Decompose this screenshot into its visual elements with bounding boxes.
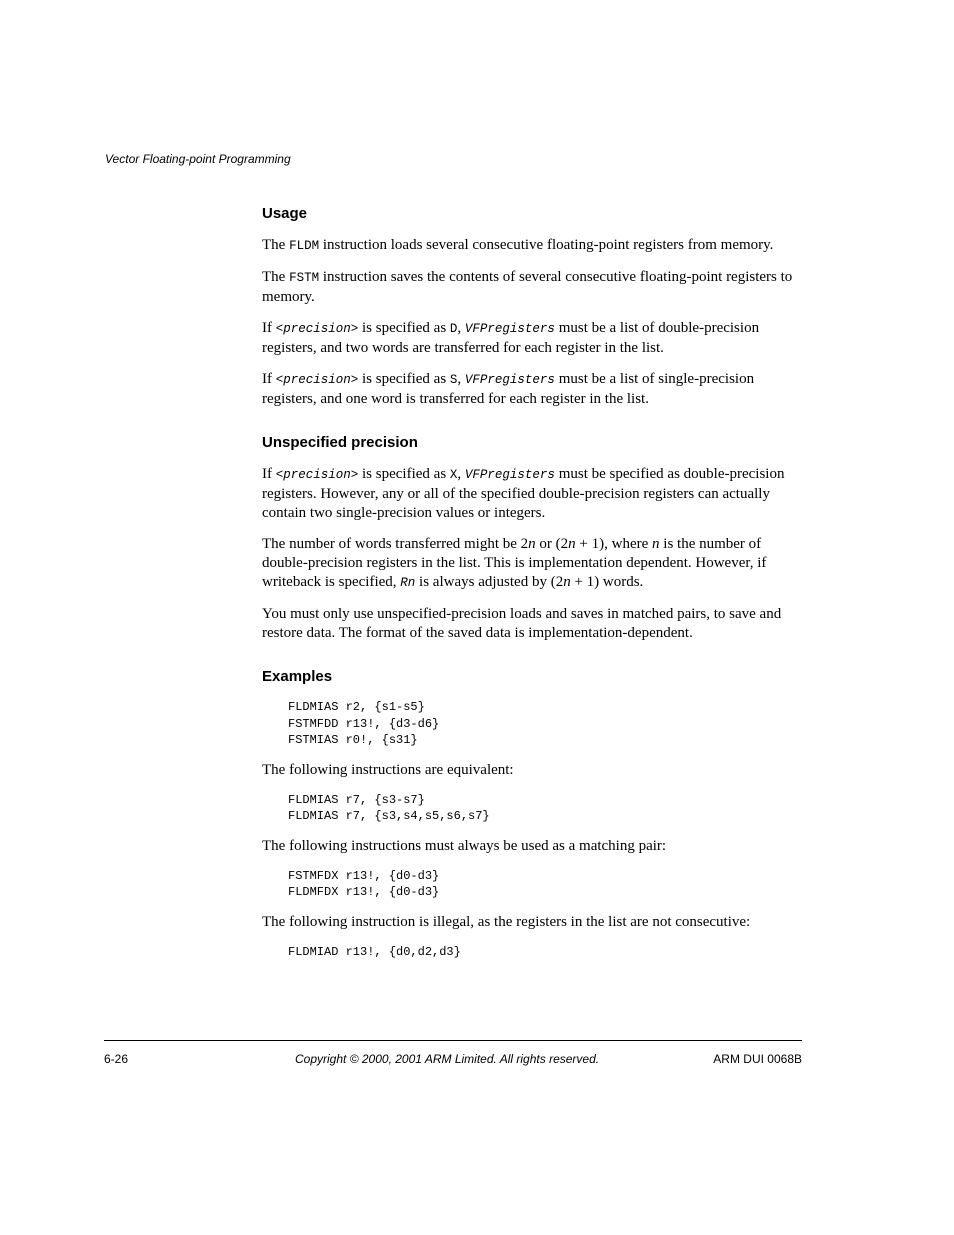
examples-heading: Examples (262, 668, 333, 685)
inline-param: VFPregisters (464, 468, 555, 482)
code-line: FLDMFDX r13!, {d0-d3} (288, 885, 440, 899)
inline-code: FLDM (289, 239, 320, 253)
usage-paragraph-fstm: The FSTM instruction saves the contents of several consecutive floating-point registers to memory. (262, 269, 793, 305)
inline-param: Rn (400, 576, 416, 590)
running-header: Vector Floating-point Programming (105, 152, 291, 166)
document-id: ARM DUI 0068B (713, 1052, 802, 1066)
inline-code: X (449, 468, 458, 482)
examples-text-equivalent: The following instructions are equivalent: (262, 761, 514, 778)
usage-heading: Usage (262, 205, 308, 222)
code-line: FSTMFDD r13!, {d3-d6} (288, 716, 440, 731)
usage-paragraph-fldm: The FLDM instruction loads several consecutive floating-point registers from memory. (262, 237, 774, 253)
code-line: FSTMFDX r13!, {d0-d3} (288, 868, 440, 883)
code-block-illegal (288, 944, 802, 961)
usage-paragraph-single: If <precision> is specified as S, VFPregisters must be a list of single-precision registers, and one word is transferred for each register in the list. (262, 371, 755, 407)
main-content (262, 204, 802, 972)
code-block-matching-pair (288, 868, 802, 901)
code-line: FSTMIAS r0!, {s31} (288, 733, 418, 747)
inline-param: VFPregisters (464, 373, 555, 387)
page-number: 6-26 (104, 1052, 129, 1066)
inline-param: VFPregisters (464, 322, 555, 336)
inline-param: <precision> (275, 373, 359, 387)
inline-code: D (449, 322, 458, 336)
code-line: FLDMIAD r13!, {d0,d2,d3} (288, 944, 461, 959)
unspecified-paragraph-1: If <precision> is specified as X, VFPregisters must be specified as double-precision registers. However, any or all of the specified double-precision registers can actually contain two single-precision values or integers. (262, 466, 785, 521)
copyright-notice: Copyright © 2000, 2001 ARM Limited. All rights reserved. (295, 1052, 600, 1066)
code-block-examples (288, 699, 802, 749)
inline-param: <precision> (275, 468, 359, 482)
code-line: FLDMIAS r2, {s1-s5} (288, 700, 425, 714)
inline-param: <precision> (275, 322, 359, 336)
usage-paragraph-double: If <precision> is specified as D, VFPregisters must be a list of double-precision registers, and two words are transferred for each register in the list. (262, 320, 760, 356)
examples-text-illegal: The following instruction is illegal, as the registers in the list are not consecutive: (262, 913, 751, 930)
code-block-equivalent (288, 792, 802, 825)
code-line: FLDMIAS r7, {s3-s7} (288, 792, 425, 807)
inline-code: S (449, 373, 458, 387)
unspecified-paragraph-3: You must only use unspecified-precision loads and saves in matched pairs, to save and restore data. The format of the saved data is implementation-dependent. (262, 606, 782, 641)
unspecified-paragraph-2: The number of words transferred might be 2n or (2n + 1), where n is the number of double-precision registers in the list. This is implementation dependent. However, if writeback is specified, Rn is always adjusted by (2n + 1) words. (262, 536, 767, 590)
examples-text-matching-pair: The following instructions must always be used as a matching pair: (262, 837, 667, 854)
unspecified-precision-heading: Unspecified precision (262, 434, 418, 451)
inline-code: FSTM (289, 271, 320, 285)
code-line: FLDMIAS r7, {s3,s4,s5,s6,s7} (288, 809, 490, 823)
footer-rule (104, 1040, 802, 1041)
